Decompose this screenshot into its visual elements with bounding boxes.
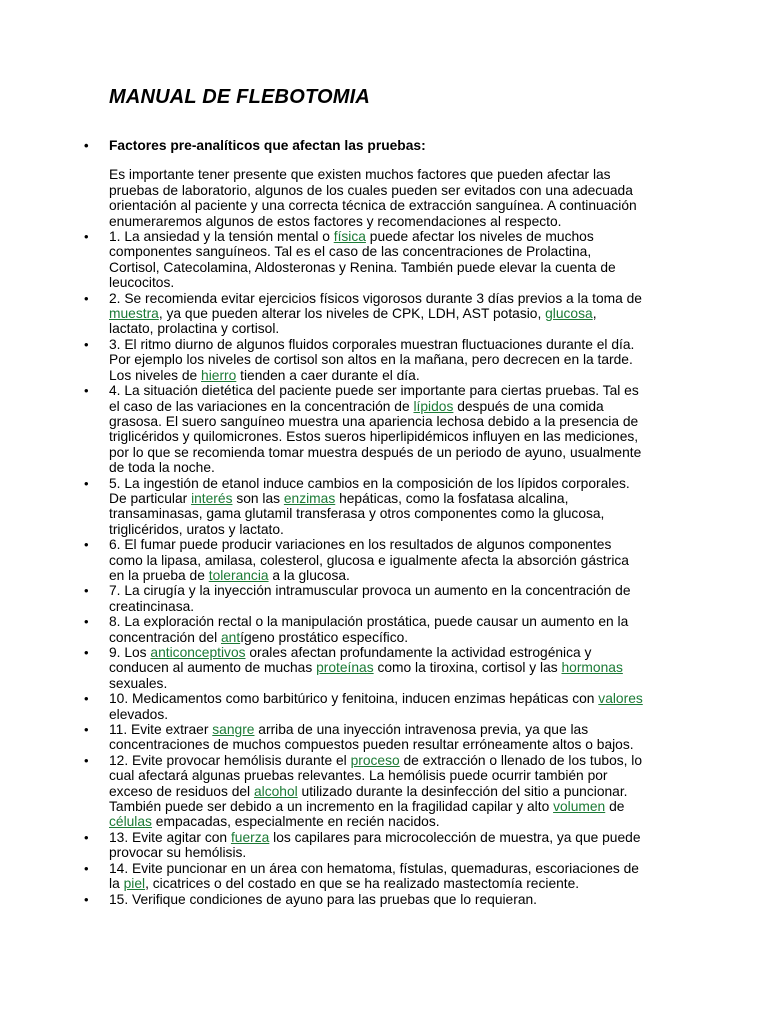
item-text: los capilares para microcolección de muestra, ya que puede provocar su hemólisis. — [109, 829, 641, 861]
item-text: , cicatrices o del costado en que se ha realizado mastectomía reciente. — [145, 876, 580, 892]
item-text: empacadas, especialmente en recién nacidos. — [151, 814, 440, 830]
list-item — [0, 537, 644, 583]
glossary-link[interactable]: sangre — [212, 722, 255, 738]
item-text: , lactato, prolactina y cortisol. — [109, 306, 597, 337]
glossary-link[interactable]: anticonceptivos — [150, 645, 246, 660]
item-text: arriba de una inyección intravenosa previa, ya que las concentraciones de muchos compuestos pueden resultar erróneamente altos o bajos. — [109, 722, 634, 753]
glossary-link[interactable]: glucosa — [545, 306, 593, 322]
item-text: ígeno prostático específico. — [240, 629, 409, 645]
list-item — [0, 892, 644, 907]
glossary-link[interactable]: volumen — [553, 799, 606, 815]
item-text: 1. La ansiedad y la tensión mental o — [109, 229, 334, 245]
glossary-link[interactable]: proceso — [350, 752, 400, 768]
item-text: 15. Verifique condiciones de ayuno para las pruebas que lo requieran. — [109, 891, 537, 907]
list-item — [0, 383, 644, 475]
item-text: como la tiroxina, cortisol y las — [373, 660, 562, 676]
glossary-link[interactable]: hierro — [201, 367, 237, 383]
item-text: 10. Medicamentos como barbitúrico y fenitoina, inducen enzimas hepáticas con — [109, 691, 599, 707]
list-item — [0, 291, 644, 337]
list-item — [0, 722, 644, 753]
glossary-link[interactable]: física — [333, 229, 366, 245]
item-text: 7. La cirugía y la inyección intramuscular provoca un aumento en la concentración de creatincinasa. — [109, 583, 631, 614]
list-item — [0, 476, 644, 538]
item-text: orales afectan profundamente la actividad estrogénica y conducen al aumento de muchas — [109, 645, 592, 676]
list-item — [0, 645, 644, 691]
glossary-link[interactable]: valores — [598, 691, 643, 707]
glossary-link[interactable]: ant — [220, 629, 241, 645]
item-text: 8. La exploración rectal o la manipulación prostática, puede causar un aumento en la concentración del — [109, 614, 629, 645]
item-text: utilizado durante la desinfección del sitio a puncionar. También puede ser debido a un incremento en la fragilidad capilar y alto — [109, 783, 628, 815]
item-text: de — [605, 799, 625, 815]
item-text: 5. La ingestión de etanol induce cambios en la composición de los lípidos corporales. De particular — [109, 475, 630, 506]
factor-list — [0, 138, 768, 907]
item-text: hepáticas, como la fosfatasa alcalina, transaminasas, gama glutamil transferasa y otros componentes como la glucosa, triglicéridos, uratos y lactato. — [109, 490, 605, 537]
section-heading — [0, 138, 644, 153]
item-text: 9. Los — [109, 645, 151, 660]
glossary-link[interactable]: muestra — [109, 306, 159, 322]
glossary-link[interactable]: enzimas — [283, 490, 336, 506]
item-text: 14. Evite puncionar en un área con hematoma, fístulas, quemaduras, escoriaciones de la — [109, 860, 639, 892]
glossary-link[interactable]: tolerancia — [208, 567, 269, 583]
item-text: 6. El fumar puede producir variaciones en los resultados de algunos componentes como la lipasa, amilasa, colesterol, glucosa e igualmente afecta la absorción gástrica en la prueba de — [109, 537, 629, 583]
item-text: 11. Evite extraer — [109, 722, 213, 738]
list-item — [0, 614, 644, 645]
item-text: puede afectar los niveles de muchos componentes sanguíneos. Tal es el caso de las concentraciones de Prolactina, Cortisol, Catecolamina, Aldosteronas y Renina. También puede elevar la cuenta de leucocitos. — [109, 229, 616, 291]
item-text: , ya que pueden alterar los niveles de CPK, LDH, AST potasio, — [158, 306, 546, 322]
item-text: 3. El ritmo diurno de algunos fluidos corporales muestran fluctuaciones durante el día. Por ejemplo los niveles de cortisol son altos en la mañana, pero decrecen en la tarde. Los niveles de — [109, 336, 635, 383]
glossary-link[interactable]: hormonas — [561, 660, 623, 676]
item-text: 12. Evite provocar hemólisis durante el — [109, 752, 351, 768]
glossary-link[interactable]: lípidos — [413, 398, 454, 414]
glossary-link[interactable]: piel — [123, 876, 146, 892]
section-heading-text: Factores pre-analíticos que afectan las pruebas: — [109, 138, 426, 153]
list-item — [0, 583, 644, 614]
glossary-link[interactable]: alcohol — [253, 783, 298, 799]
item-text: tienden a caer durante el día. — [236, 367, 420, 383]
item-text: elevados. — [109, 706, 169, 722]
glossary-link[interactable]: fuerza — [230, 829, 270, 845]
list-item — [0, 830, 644, 861]
glossary-link[interactable]: células — [109, 814, 152, 830]
item-text: 2. Se recomienda evitar ejercicios físicos vigorosos durante 3 días previos a la toma de — [109, 290, 642, 306]
list-item — [0, 691, 644, 722]
document-title: MANUAL DE FLEBOTOMIA — [109, 86, 371, 108]
list-item — [0, 229, 644, 291]
item-text: 4. La situación dietética del paciente puede ser importante para ciertas pruebas. Tal es el caso de las variaciones en la concentración de — [109, 383, 639, 414]
item-text: son las — [232, 490, 284, 506]
item-text: 13. Evite agitar con — [109, 829, 231, 845]
list-item — [0, 753, 644, 830]
item-text: sexuales. — [109, 675, 168, 691]
item-text: a la glucosa. — [268, 567, 350, 583]
intro-paragraph: Es importante tener presente que existen muchos factores que pueden afectar las pruebas de laboratorio, algunos de los cuales pueden ser evitados con una adecuada orientación al paciente y una correcta técnica de extracción sanguínea. A continuación enumeraremos algunos de estos factores y recomendaciones al respecto. — [109, 167, 637, 229]
glossary-link[interactable]: proteínas — [316, 660, 374, 676]
item-text: de extracción o llenado de los tubos, lo cual afectará algunas pruebas relevantes. La hemólisis puede ocurrir también por exceso de residuos del — [109, 752, 643, 799]
list-item — [0, 337, 644, 383]
list-item — [0, 861, 644, 892]
glossary-link[interactable]: interés — [191, 490, 233, 506]
item-text: después de una comida grasosa. El suero sanguíneo muestra una apariencia lechosa debido a la presencia de triglicéridos y quilomicrones. Estos sueros hiperlipidémicos influyen en las mediciones, por lo que se recomienda tomar muestra después de un periodo de ayuno, usualmente de toda la noche. — [109, 398, 642, 476]
